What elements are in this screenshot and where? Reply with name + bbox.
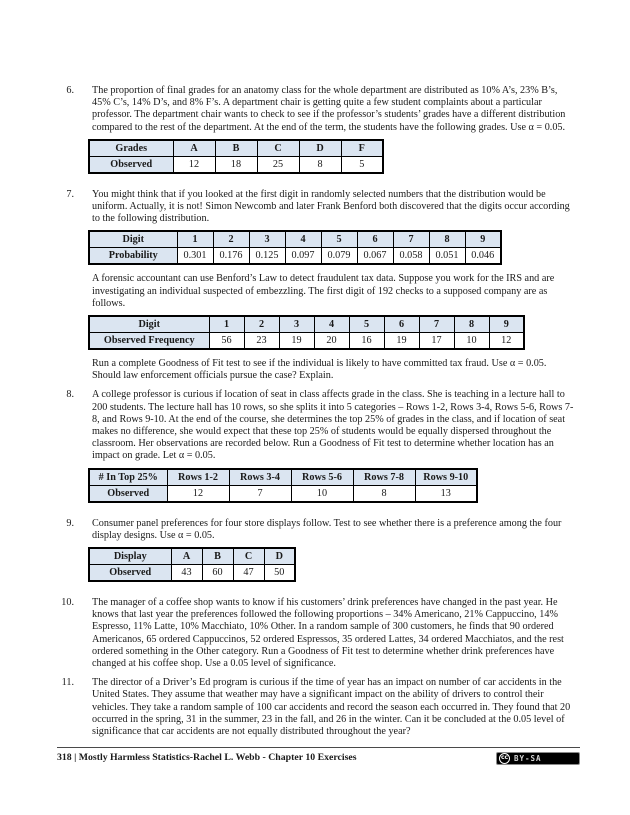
problem-number: 11.	[61, 677, 74, 689]
problem-text: The director of a Driver’s Ed program is curious if the time of year has an impact on number of car accidents in the United States. They assume that weather may have a significant impact on the ability of drivers to control their vehicles. They take a random sample of 100 car accidents and record the season each occurred in. They found that 20 occurred in the spring, 31 in the summer, 23 in the fall, and 26 in the winter. Can it be concluded at the 0.05 level of significance that car accidents are not equally distributed throughout the year?	[92, 677, 571, 738]
problem-text: Consumer panel preferences for four store displays follow. Test to see whether there is a preference among the four display designs. Use α = 0.05.	[92, 517, 562, 541]
problem-number: 6.	[66, 85, 74, 96]
problem-text: A college professor is curious if location of seat in class affects grade in the class. She is teaching in a lecture hall to 200 students. The lecture hall has 10 rows, so she splits it into 5 categories – Rows 1-2, Rows 3-4, Rows 5-6, Rows 7-8, and Rows 9-10. At the end of the course, she determines the top 25% of grades in the class, and if location of seat makes no difference, she would expect that these top 25% of students would be equally dispersed throughout the classroom. Her observations are recorded below. Run a Goodness of Fit test to determine whether location has an impact on grade. Let α = 0.05.	[92, 389, 574, 462]
value-cell: 47	[233, 565, 264, 582]
value-cell: 0.051	[429, 248, 465, 265]
value-cell: 43	[171, 565, 202, 582]
value-cell: 20	[314, 333, 349, 350]
header-cell: Rows 1-2	[167, 469, 229, 486]
value-cell: 0.097	[285, 248, 321, 265]
value-cell: 0.301	[177, 248, 213, 265]
header-cell: Rows 5-6	[291, 469, 353, 486]
value-cell: 8	[353, 485, 415, 502]
header-cell: 8	[429, 231, 465, 248]
problem-7	[59, 189, 576, 383]
header-cell: 3	[279, 316, 314, 333]
header-cell: Rows 7-8	[353, 469, 415, 486]
header-cell: C	[257, 140, 299, 157]
row-label-cell: Observed	[89, 156, 173, 173]
header-cell: 3	[249, 231, 285, 248]
value-cell: 0.125	[249, 248, 285, 265]
header-cell: 7	[419, 316, 454, 333]
problem-number: 7.	[66, 188, 74, 200]
license-label: BY-SA	[514, 754, 542, 763]
value-cell: 8	[299, 156, 341, 173]
header-cell: 5	[349, 316, 384, 333]
header-cell: 6	[357, 231, 393, 248]
header-cell: A	[171, 548, 202, 565]
header-cell: 7	[393, 231, 429, 248]
display-preference-table	[88, 547, 296, 582]
problem-text: A forensic accountant can use Benford’s Law to detect fraudulent tax data. Suppose you work for the IRS and are investigating an individual suspected of embezzling. The first digit of 192 checks to a supposed company are as follows.	[92, 273, 555, 309]
header-cell: 9	[465, 231, 501, 248]
value-cell: 0.058	[393, 248, 429, 265]
value-cell: 10	[291, 485, 353, 502]
header-cell: Grades	[89, 140, 173, 157]
header-cell: Rows 3-4	[229, 469, 291, 486]
observed-frequency-table	[88, 315, 525, 350]
header-cell: C	[233, 548, 264, 565]
page-footer	[57, 747, 580, 765]
problem-number: 8.	[66, 389, 74, 401]
value-cell: 12	[489, 333, 524, 350]
header-cell: 2	[213, 231, 249, 248]
header-cell: A	[173, 140, 215, 157]
row-label-cell: Probability	[89, 248, 177, 265]
problem-text: Run a complete Goodness of Fit test to see if the individual is likely to have committed tax fraud. Use α = 0.05. Should law enforcement officials pursue the case? Explain.	[92, 358, 547, 382]
benford-probability-table	[88, 230, 502, 265]
header-cell: B	[202, 548, 233, 565]
header-cell: 6	[384, 316, 419, 333]
value-cell: 0.079	[321, 248, 357, 265]
header-cell: D	[299, 140, 341, 157]
row-label-cell: Observed	[89, 485, 167, 502]
value-cell: 19	[279, 333, 314, 350]
problem-10	[59, 597, 576, 670]
header-cell: # In Top 25%	[89, 469, 167, 486]
problem-text: The proportion of final grades for an anatomy class for the whole department are distributed as 10% A’s, 23% B’s, 45% C’s, 14% D’s, and 8% F’s. A department chair is getting quite a few student complaints about a particular professor. The department chair wants to check to see if the professor’s students’ grades have a different distribution compared to the rest of the department. At the end of the term, the students have the following grades. Use α = 0.05.	[92, 85, 566, 133]
value-cell: 10	[454, 333, 489, 350]
header-cell: 1	[209, 316, 244, 333]
value-cell: 23	[244, 333, 279, 350]
header-cell: Digit	[89, 316, 209, 333]
problem-text: The manager of a coffee shop wants to know if his customers’ drink preferences have changed in the past year. He knows that last year the preferences followed the following proportions – 34% Americano, 21% Cappuccino, 14% Espresso, 11% Latte, 10% Macchiato, 10% Other. In a random sample of 300 customers, he finds that 90 ordered Americanos, 65 ordered Cappuccinos, 52 ordered Espressos, 35 ordered Lattes, 34 ordered Macchiatos, and the rest ordered something in the Other category. Run a Goodness of Fit test to determine whether drink preferences have changed at his coffee shop. Use a 0.05 level of significance.	[92, 597, 564, 670]
value-cell: 0.046	[465, 248, 501, 265]
cc-icon: cc	[499, 753, 510, 764]
problem-number: 10.	[61, 597, 74, 609]
value-cell: 0.176	[213, 248, 249, 265]
value-cell: 18	[215, 156, 257, 173]
problem-11	[59, 677, 576, 738]
header-cell: 5	[321, 231, 357, 248]
header-cell: 2	[244, 316, 279, 333]
problem-6	[59, 85, 576, 182]
value-cell: 12	[173, 156, 215, 173]
row-label-cell: Observed	[89, 565, 171, 582]
problem-9	[59, 518, 576, 590]
header-cell: Digit	[89, 231, 177, 248]
header-cell: 4	[285, 231, 321, 248]
value-cell: 5	[341, 156, 383, 173]
header-cell: Display	[89, 548, 171, 565]
value-cell: 17	[419, 333, 454, 350]
row-label-cell: Observed Frequency	[89, 333, 209, 350]
header-cell: 8	[454, 316, 489, 333]
header-cell: 4	[314, 316, 349, 333]
value-cell: 60	[202, 565, 233, 582]
header-cell: 1	[177, 231, 213, 248]
value-cell: 25	[257, 156, 299, 173]
header-cell: B	[215, 140, 257, 157]
value-cell: 12	[167, 485, 229, 502]
value-cell: 16	[349, 333, 384, 350]
value-cell: 50	[264, 565, 295, 582]
problem-text: You might think that if you looked at the first digit in randomly selected numbers that the distribution would be uniform. Actually, it is not! Simon Newcomb and later Frank Benford both discovered that the digits occur according to the following distribution.	[92, 188, 570, 225]
problem-number: 9.	[66, 517, 74, 529]
footer-citation: 318 | Mostly Harmless Statistics-Rachel L. Webb - Chapter 10 Exercises	[57, 752, 357, 763]
header-cell: 9	[489, 316, 524, 333]
value-cell: 13	[415, 485, 477, 502]
header-cell: D	[264, 548, 295, 565]
exercise-list	[59, 85, 576, 745]
value-cell: 0.067	[357, 248, 393, 265]
header-cell: F	[341, 140, 383, 157]
cc-license-badge	[496, 752, 580, 765]
problem-8	[59, 389, 576, 510]
grades-observed-table	[88, 139, 384, 174]
seat-location-table	[88, 468, 478, 503]
value-cell: 56	[209, 333, 244, 350]
value-cell: 19	[384, 333, 419, 350]
header-cell: Rows 9-10	[415, 469, 477, 486]
value-cell: 7	[229, 485, 291, 502]
